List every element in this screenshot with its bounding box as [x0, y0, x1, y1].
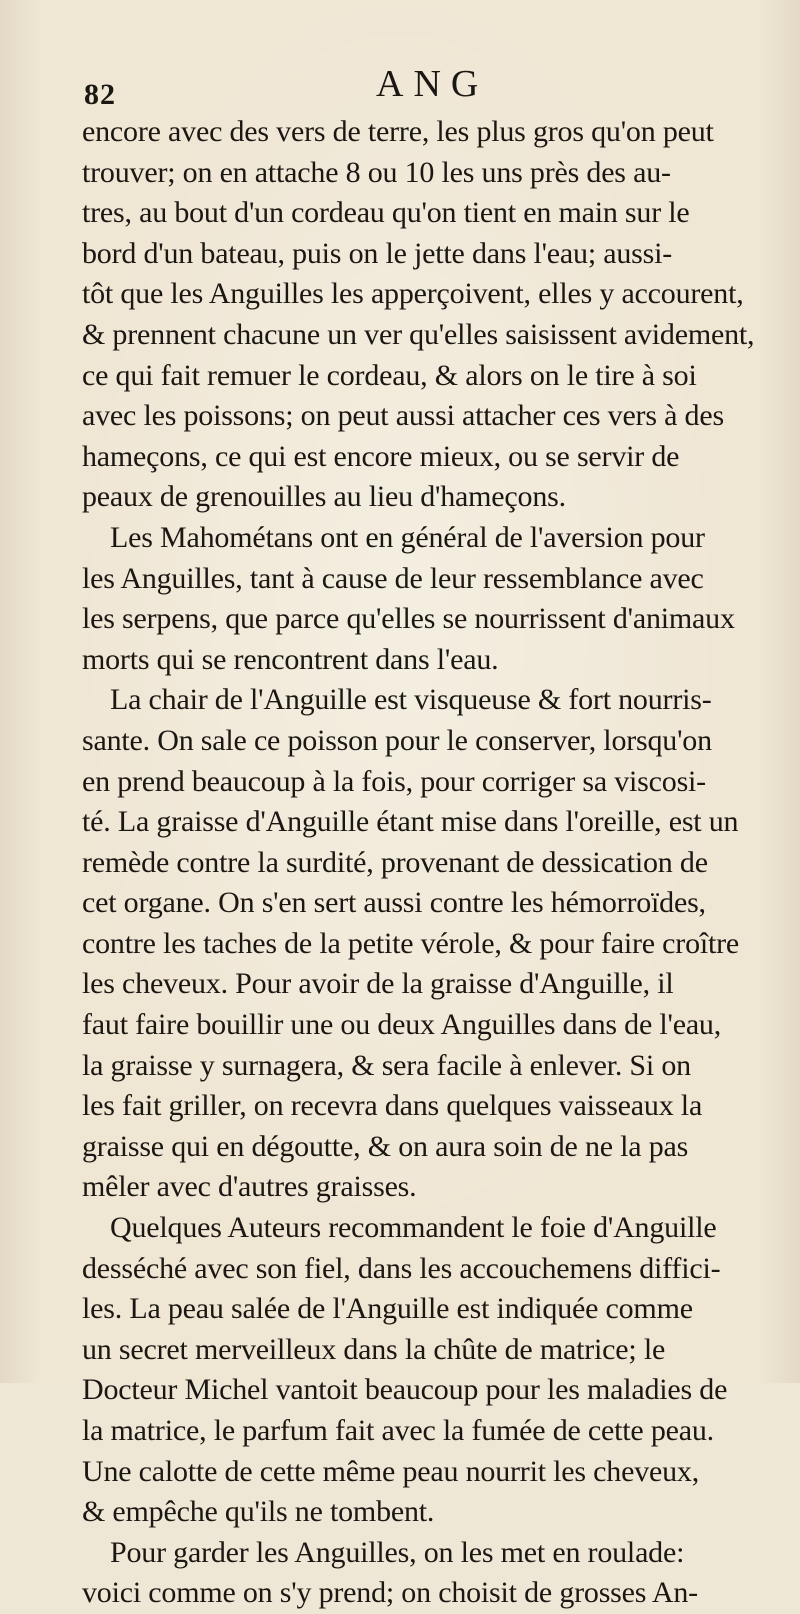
- text-line: Docteur Michel vantoit beaucoup pour les maladies de: [82, 1373, 728, 1407]
- text-line: un secret merveilleux dans la chûte de matrice; le: [82, 1332, 666, 1366]
- text-line: graisse qui en dégoutte, & on aura soin de ne la pas: [82, 1129, 689, 1163]
- page-header: [80, 62, 800, 110]
- text-line: La chair de l'Anguille est visqueuse & fort nourris-: [110, 683, 712, 717]
- text-line: & prennent chacune un ver qu'elles saisissent avidement,: [82, 317, 755, 351]
- text-line: remède contre la surdité, provenant de dessication de: [82, 845, 708, 879]
- text-line: Pour garder les Anguilles, on les met en roulade:: [110, 1535, 685, 1569]
- text-line: Les Mahométans ont en général de l'aversion pour: [110, 520, 705, 554]
- text-line: avec les poissons; on peut aussi attacher ces vers à des: [82, 399, 724, 433]
- text-line: desséché avec son fiel, dans les accouchemens diffici-: [82, 1251, 721, 1285]
- text-line: les fait griller, on recevra dans quelques vaisseaux la: [82, 1089, 703, 1123]
- text-line: morts qui se rencontrent dans l'eau.: [82, 642, 499, 676]
- text-line: & empêche qu'ils ne tombent.: [82, 1495, 435, 1529]
- text-line: hameçons, ce qui est encore mieux, ou se servir de: [82, 439, 680, 473]
- text-line: Une calotte de cette même peau nourrit les cheveux,: [82, 1454, 700, 1488]
- text-line: voici comme on s'y prend; on choisit de grosses An-: [82, 1576, 698, 1610]
- text-line: cet organe. On s'en sert aussi contre les hémorroïdes,: [82, 886, 706, 920]
- text-line: tres, au bout d'un cordeau qu'on tient en main sur le: [82, 196, 690, 230]
- text-line: trouver; on en attache 8 ou 10 les uns près des au-: [82, 155, 671, 189]
- text-line: la matrice, le parfum fait avec la fumée de cette peau.: [82, 1414, 714, 1447]
- text-line: tôt que les Anguilles les apperçoivent, elles y accourent,: [82, 277, 744, 311]
- text-line: bord d'un bateau, puis on le jette dans l'eau; aussi-: [82, 236, 673, 270]
- text-line: les serpens, que parce qu'elles se nourrissent d'animaux: [82, 602, 735, 636]
- text-line: les Anguilles, tant à cause de leur ressemblance avec: [82, 561, 704, 595]
- text-line: les. La peau salée de l'Anguille est indiquée comme: [82, 1292, 693, 1326]
- text-line: ce qui fait remuer le cordeau, & alors on le tire à soi: [82, 358, 697, 392]
- text-line: encore avec des vers de terre, les plus gros qu'on peut: [82, 115, 714, 148]
- text-line: peaux de grenouilles au lieu d'hameçons.: [82, 480, 566, 514]
- running-head: ANG: [376, 63, 489, 105]
- text-line: les cheveux. Pour avoir de la graisse d'Anguille, il: [82, 967, 674, 1001]
- text-line: Quelques Auteurs recommandent le foie d'Anguille: [110, 1211, 717, 1245]
- text-line: faut faire bouillir une ou deux Anguilles dans de l'eau,: [82, 1008, 722, 1042]
- text-line: mêler avec d'autres graisses.: [82, 1170, 417, 1204]
- text-line: la graisse y surnagera, & sera facile à enlever. Si on: [82, 1048, 691, 1082]
- page-number: 82: [84, 78, 116, 111]
- text-line: sante. On sale ce poisson pour le conserver, lorsqu'on: [82, 723, 712, 757]
- text-line: contre les taches de la petite vérole, & pour faire croître: [82, 926, 740, 960]
- text-line: té. La graisse d'Anguille étant mise dans l'oreille, est un: [82, 805, 739, 839]
- text-line: en prend beaucoup à la fois, pour corriger sa viscosi-: [82, 764, 706, 798]
- body-text: [82, 112, 792, 1614]
